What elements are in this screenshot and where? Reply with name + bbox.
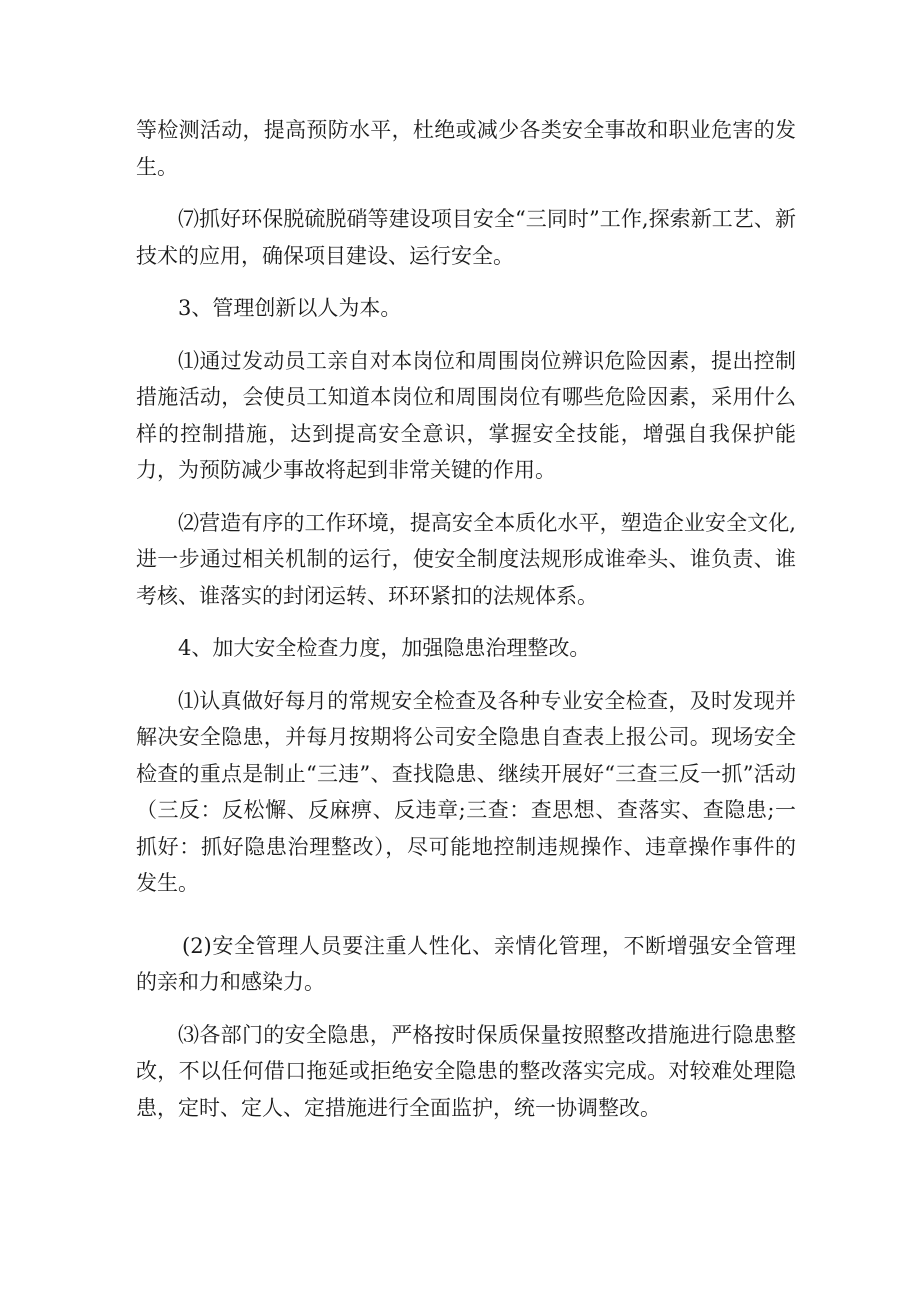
- paragraph-item-2: (2)安全管理人员要注重人性化、亲情化管理，不断增强安全管理的亲和力和感染力。: [136, 933, 796, 994]
- section-heading-3: 3、管理创新以人为本。: [178, 296, 402, 320]
- paragraph-item-1: ⑴认真做好每月的常规安全检查及各种专业安全检查，及时发现并解决安全隐患，并每月按期将公司安全隐患自查表上报公司。现场安全检查的重点是制止“三违”、查找隐患、继续开展好“三查三反一抓”活动（三反：反松懈、反麻痹、反违章;三查：查思想、查落实、查隐患;一抓好：抓好隐患治理整改），尽可能地控制违规操作、违章操作事件的发生。: [136, 688, 796, 895]
- document-body: [136, 112, 796, 1142]
- paragraph-item-1: ⑴通过发动员工亲自对本岗位和周围岗位辨识危险因素，提出控制措施活动，会使员工知道本岗位和周围岗位有哪些危险因素，采用什么样的控制措施，达到提高安全意识，掌握安全技能，增强自我保护能力，为预防减少事故将起到非常关键的作用。: [136, 348, 796, 482]
- section-heading-4: 4、加大安全检查力度，加强隐患治理整改。: [178, 636, 591, 660]
- paragraph-continuation: 等检测活动，提高预防水平，杜绝或减少各类安全事故和职业危害的发生。: [136, 118, 796, 179]
- paragraph-item-2: ⑵营造有序的工作环境，提高安全本质化水平，塑造企业安全文化,进一步通过相关机制的运行，使安全制度法规形成谁牵头、谁负责、谁考核、谁落实的封闭运转、环环紧扣的法规体系。: [136, 510, 796, 608]
- paragraph-item-7: ⑺抓好环保脱硫脱硝等建设项目安全“三同时”工作,探索新工艺、新技术的应用，确保项目建设、运行安全。: [136, 207, 796, 268]
- paragraph-item-3: ⑶各部门的安全隐患，严格按时保质保量按照整改措施进行隐患整改，不以任何借口拖延或拒绝安全隐患的整改落实完成。对较难处理隐患，定时、定人、定措施进行全面监护，统一协调整改。: [136, 1022, 796, 1120]
